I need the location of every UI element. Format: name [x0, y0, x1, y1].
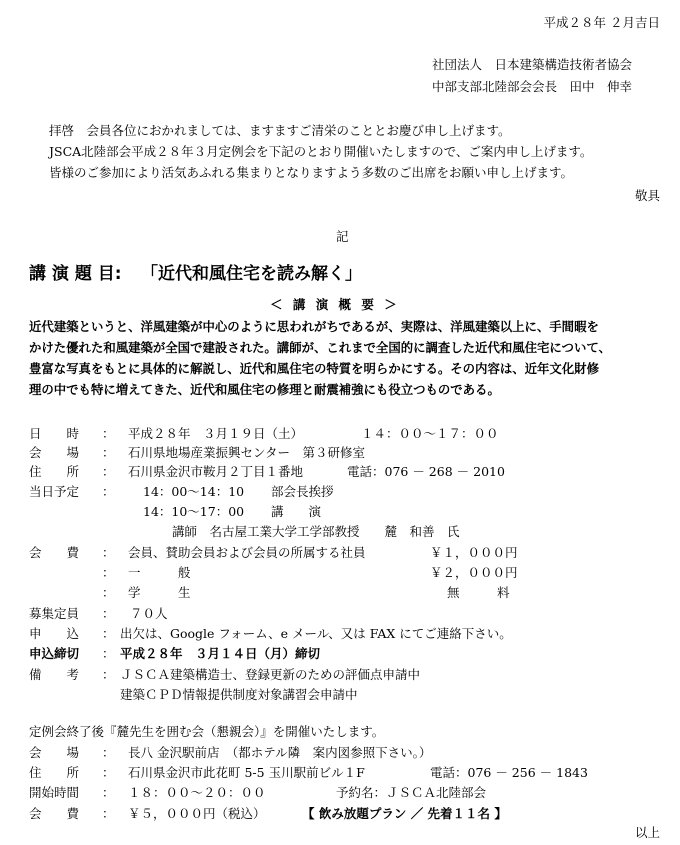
fee-amount-student: 無 料 [447, 585, 510, 600]
remarks-line-2: 建築ＣＰＤ情報提供制度対象講習会申請中 [120, 687, 358, 702]
greeting-line-2: JSCA北陸部会平成２８年３月定例会を下記のとおり開催いたしますので、ご案内申し上げます。 [49, 144, 593, 159]
lecture-title-label: 講 演 題 目: [29, 264, 122, 284]
colon: ： [102, 426, 115, 441]
remarks-label: 備 考 [29, 667, 80, 682]
greeting-line-3: 皆様のご参加により活気あふれる集まりとなりますよう多数のご出席をお願い申し上げます。 [49, 165, 574, 180]
colon: ： [102, 445, 115, 460]
colon: ： [102, 806, 115, 821]
fee-label: 会 費 [29, 545, 80, 560]
schedule-desc-2: 講 演 [271, 504, 322, 519]
party-start-value: １８：００～２０：００ [128, 785, 266, 800]
colon: ： [102, 646, 115, 661]
colon: ： [102, 785, 115, 800]
colon: ： [102, 545, 115, 560]
sender-name: 中部支部北陸部会会長 田中 伸幸 [432, 79, 633, 94]
colon: ： [102, 606, 115, 621]
party-address-value: 石川県金沢市此花町 5-5 玉川駅前ビル１F [128, 765, 365, 780]
fee-category-general: 一 般 [128, 565, 191, 580]
summary-line: 豊富な写真をもとに具体的に解説し、近代和風住宅の特質を明らかにする。その内容は、近年文化財修 [29, 361, 599, 376]
datetime-label: 日 時 [29, 426, 80, 441]
party-venue-label: 会 場 [29, 745, 80, 760]
party-fee-label: 会 費 [29, 806, 80, 821]
colon: ： [102, 565, 115, 580]
colon: ： [102, 484, 115, 499]
fee-amount-general: ￥２，０００円 [430, 565, 518, 580]
datetime-value: 平成２８年 ３月１９日（土） [128, 426, 304, 441]
deadline-value: 平成２８年 ３月１４日（月）締切 [120, 646, 321, 661]
greeting-closing: 敬具 [634, 188, 660, 203]
address-value: 石川県金沢市鞍月２丁目１番地 [128, 464, 304, 479]
party-plan: 【 飲み放題プラン ／ 先着１１名 】 [302, 806, 507, 821]
party-start-label: 開始時間 [29, 785, 80, 800]
summary-line: かけた優れた和風建築が全国で建設された。講師が、これまで全国的に調査した近代和風住宅について、 [29, 340, 611, 355]
capacity-label: 募集定員 [29, 606, 80, 621]
lecturer: 講師 名古屋工業大学工学部教授 麓 和善 氏 [172, 524, 460, 539]
address-label: 住 所 [29, 464, 80, 479]
apply-value: 出欠は、Google フォーム、e メール、又は FAX にてご連絡下さい。 [120, 626, 512, 641]
summary-line: 理の中でも特に増えてきた、近代和風住宅の修理と耐震補強にも役立つものである。 [29, 382, 500, 397]
colon: ： [102, 585, 115, 600]
datetime-time: １４：００～１７：００ [361, 426, 499, 441]
colon: ： [102, 667, 115, 682]
party-intro: 定例会終了後『麓先生を囲む会（懇親会）』を開催いたします。 [29, 724, 385, 739]
fee-category-members: 会員、賛助会員および会員の所属する社員 [128, 545, 366, 560]
colon: ： [102, 745, 115, 760]
lecture-title: 「近代和風住宅を読み解く」 [141, 264, 362, 284]
capacity-value: ７０人 [130, 606, 168, 621]
address-tel: 電話：076 － 268 － 2010 [347, 464, 505, 479]
party-venue-value: 長八 金沢駅前店 （都ホテル隣 案内図参照下さい。） [128, 745, 432, 760]
overview-heading: ＜ 講 演 概 要 ＞ [270, 297, 400, 312]
remarks-line-1: ＪＳＣＡ建築構造士、登録更新のための評価点申請中 [120, 667, 421, 682]
organization-name: 社団法人 日本建築構造技術者協会 [432, 57, 633, 72]
colon: ： [102, 626, 115, 641]
summary-line: 近代建築というと、洋風建築が中心のように思われがちであるが、実際は、洋風建築以上に、手間暇を [29, 319, 599, 334]
apply-label: 申 込 [29, 626, 80, 641]
fee-category-student: 学 生 [128, 585, 191, 600]
colon: ： [102, 464, 115, 479]
deadline-label: 申込締切 [29, 646, 80, 661]
greeting-line-1: 拝啓 会員各位におかれましては、ますますご清栄のこととお慶び申し上げます。 [49, 123, 511, 138]
end-mark: 以上 [634, 825, 660, 840]
party-reservation: 予約名：ＪＳＣＡ北陸部会 [336, 785, 487, 800]
venue-label: 会 場 [29, 445, 80, 460]
venue-value: 石川県地場産業振興センター 第３研修室 [128, 445, 366, 460]
schedule-time-2: 14：10～17：00 [143, 504, 245, 519]
lecture-summary [29, 316, 659, 400]
party-address-label: 住 所 [29, 765, 80, 780]
schedule-time-1: 14：00～14：10 [143, 484, 245, 499]
fee-amount-members: ￥１，０００円 [430, 545, 518, 560]
ki-heading: 記 [336, 229, 349, 244]
colon: ： [102, 765, 115, 780]
party-fee-value: ￥５，０００円（税込） [128, 806, 266, 821]
party-address-tel: 電話：076 － 256 － 1843 [430, 765, 588, 780]
schedule-desc-1: 部会長挨拶 [271, 484, 334, 499]
document-date: 平成２８年 ２月吉日 [543, 15, 660, 30]
schedule-label: 当日予定 [29, 484, 80, 499]
